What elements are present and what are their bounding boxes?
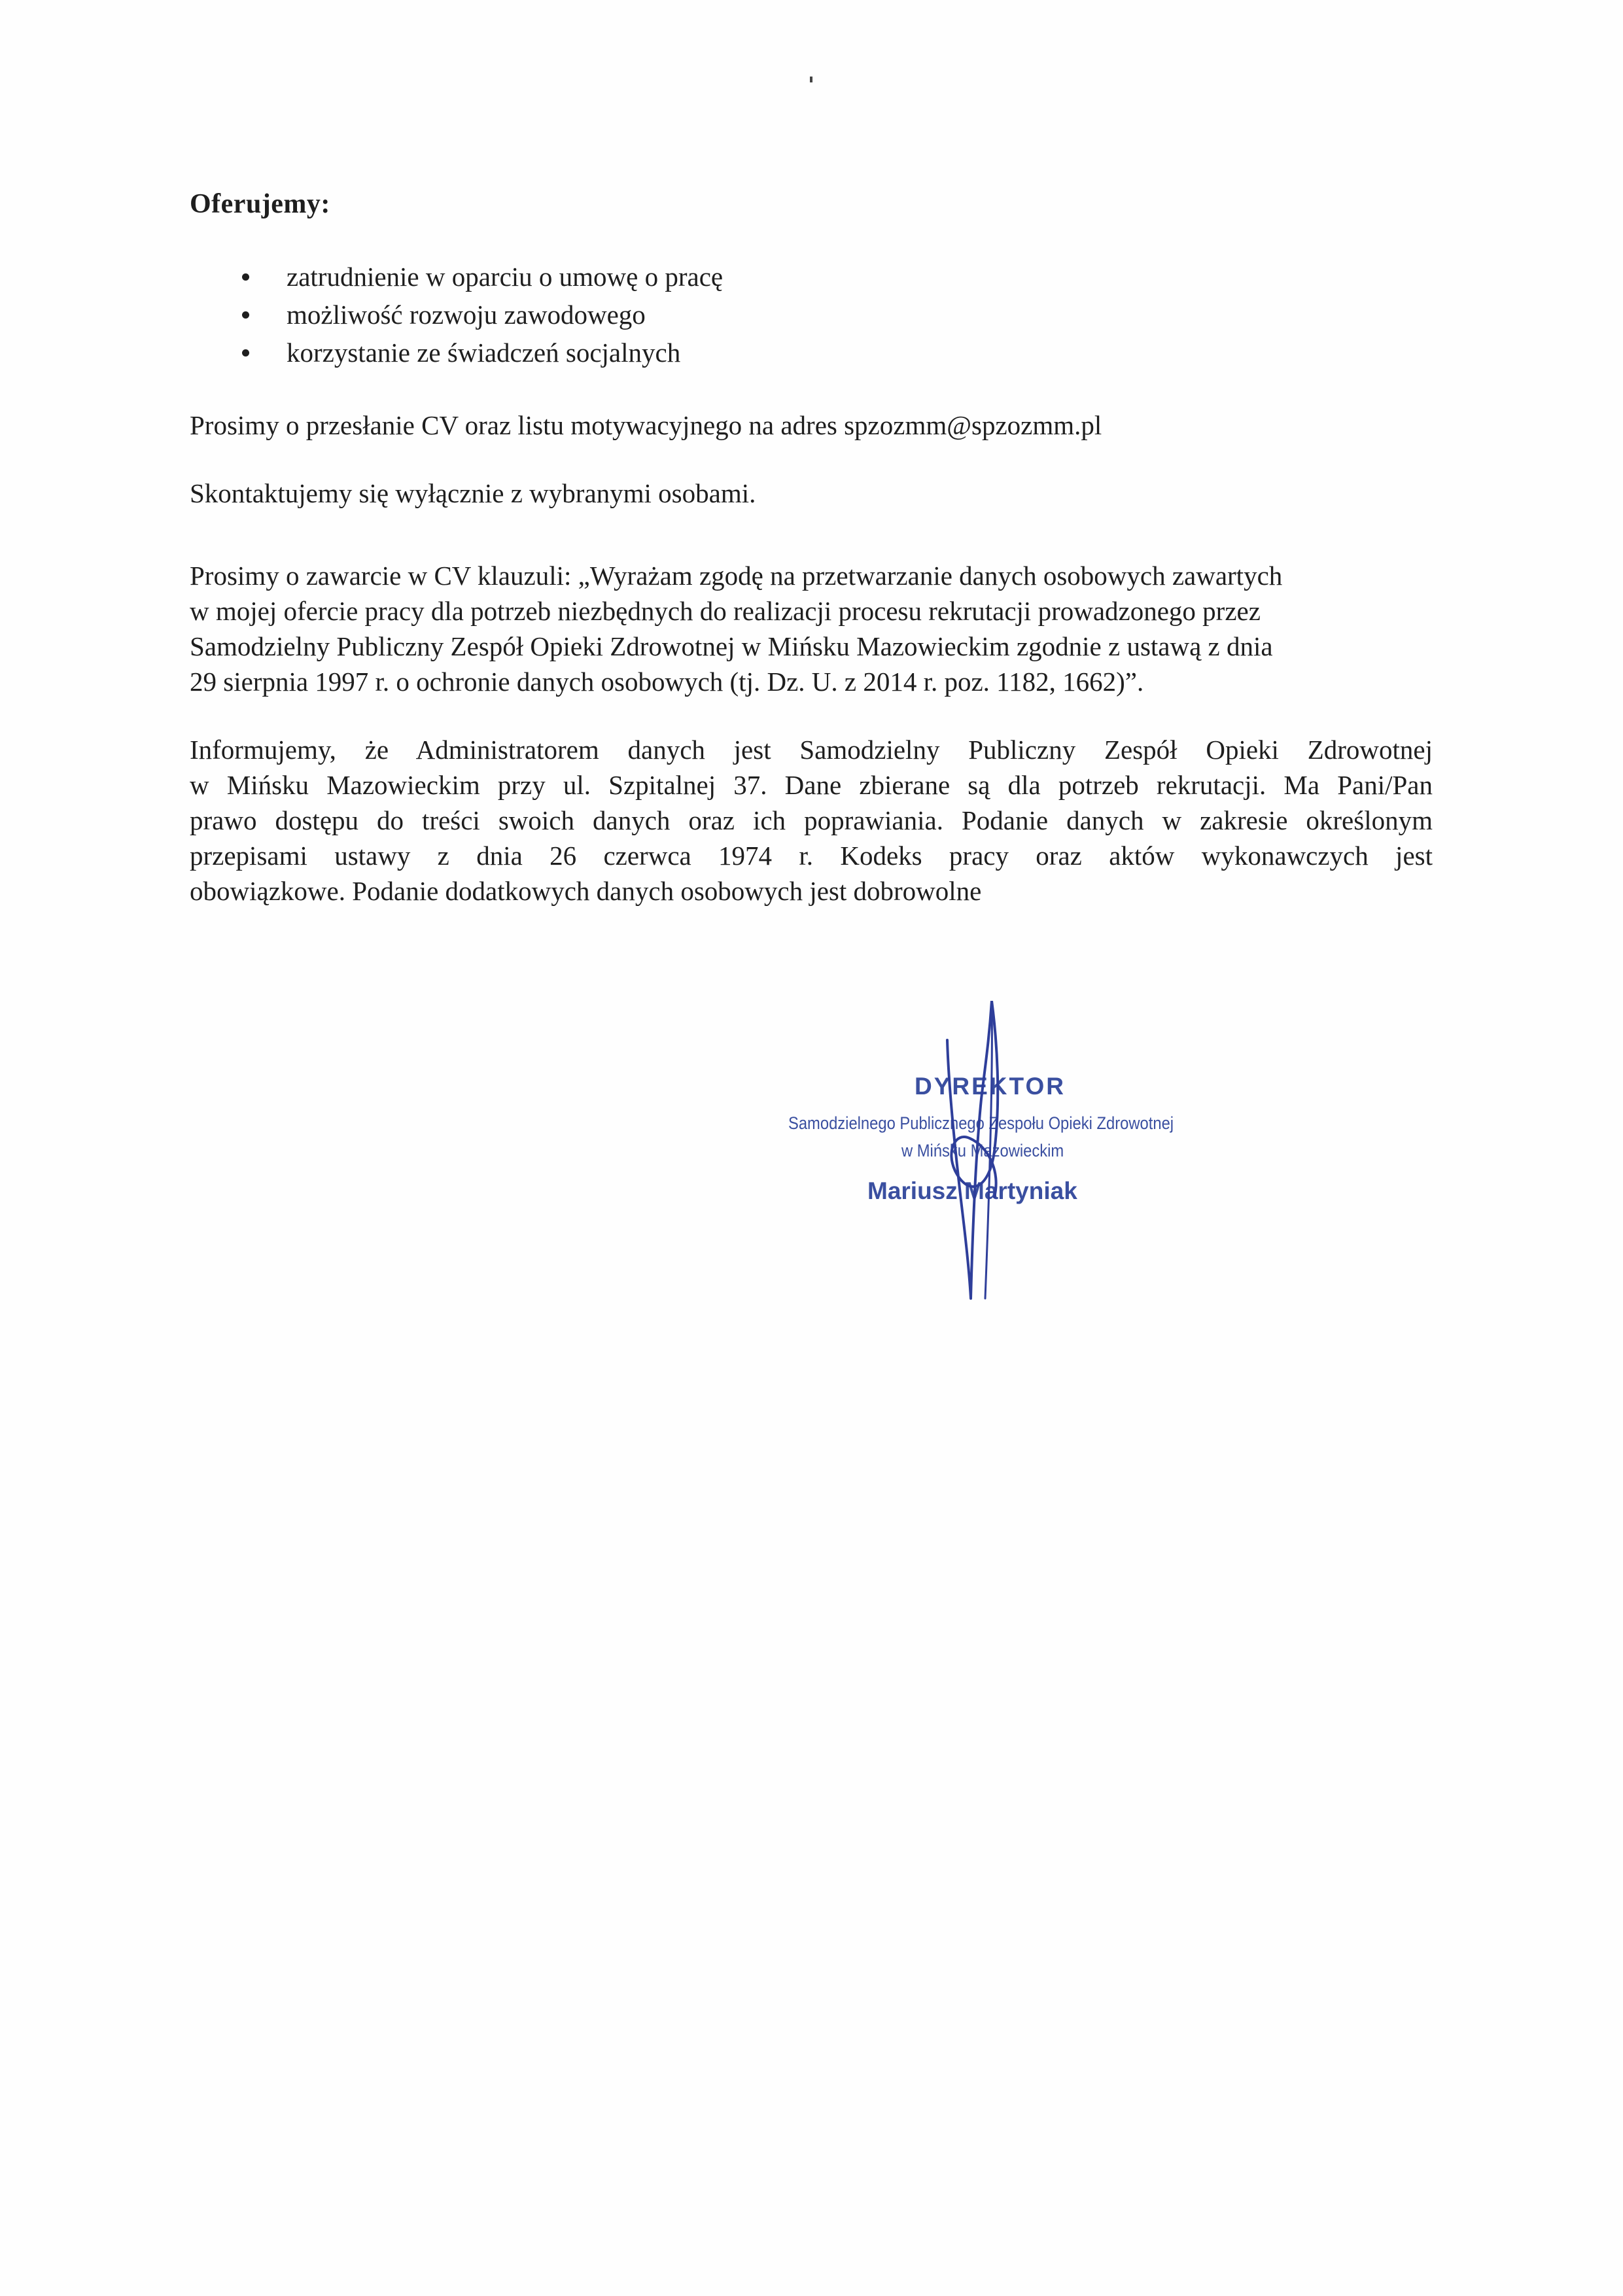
stamp-organization: Samodzielnego Publicznego Zespołu Opieki Zdrowotnej	[788, 1113, 1174, 1133]
list-item: możliwość rozwoju zawodowego	[190, 296, 1433, 334]
bullet-icon	[242, 349, 249, 357]
offer-list	[190, 258, 1433, 372]
clause-line: Prosimy o zawarcie w CV klauzuli: „Wyrażam zgodę na przetwarzanie danych osobowych zawartych	[190, 561, 1283, 591]
bullet-icon	[242, 273, 249, 281]
info-line: obowiązkowe. Podanie dodatkowych danych osobowych jest dobrowolne	[190, 876, 982, 906]
signature-icon	[929, 1001, 1021, 1302]
clause-line: Samodzielny Publiczny Zespół Opieki Zdrowotnej w Mińsku Mazowieckim zgodnie z ustawą z dnia	[190, 631, 1273, 661]
stamp-title: DYREKTOR	[915, 1073, 1066, 1100]
info-line: w Mińsku Mazowieckim przy ul. Szpitalnej 37. Dane zbierane są dla potrzeb rekrutacji. Ma Pani/Pan	[190, 770, 1433, 800]
contact-note-paragraph: Skontaktujemy się wyłącznie z wybranymi osobami.	[190, 478, 756, 508]
offer-heading: Oferujemy:	[190, 189, 330, 219]
info-line: prawo dostępu do treści swoich danych oraz ich poprawiania. Podanie danych w zakresie określonym	[190, 805, 1433, 835]
scan-mark	[810, 77, 812, 82]
document-body	[190, 186, 1433, 941]
data-info-paragraph	[190, 732, 1433, 909]
cv-request-paragraph: Prosimy o przesłanie CV oraz listu motywacyjnego na adres spzozmm@spzozmm.pl	[190, 410, 1102, 440]
clause-line: w mojej ofercie pracy dla potrzeb niezbędnych do realizacji procesu rekrutacji prowadzonego przez	[190, 596, 1261, 626]
list-item: korzystanie ze świadczeń socjalnych	[190, 334, 1433, 372]
info-line: przepisami ustawy z dnia 26 czerwca 1974 r. Kodeks pracy oraz aktów wykonawczych jest	[190, 841, 1433, 871]
stamp-city: w Mińsku Mazowieckim	[901, 1141, 1064, 1160]
stamp-name: Mariusz Martyniak	[867, 1177, 1077, 1204]
info-line: Informujemy, że Administratorem danych jest Samodzielny Publiczny Zespół Opieki Zdrowotnej	[190, 735, 1433, 765]
clause-paragraph	[190, 558, 1433, 699]
clause-line: 29 sierpnia 1997 r. o ochronie danych osobowych (tj. Dz. U. z 2014 r. poz. 1182, 1662)”.	[190, 667, 1144, 697]
list-item: zatrudnienie w oparciu o umowę o pracę	[190, 258, 1433, 296]
bullet-icon	[242, 311, 249, 319]
